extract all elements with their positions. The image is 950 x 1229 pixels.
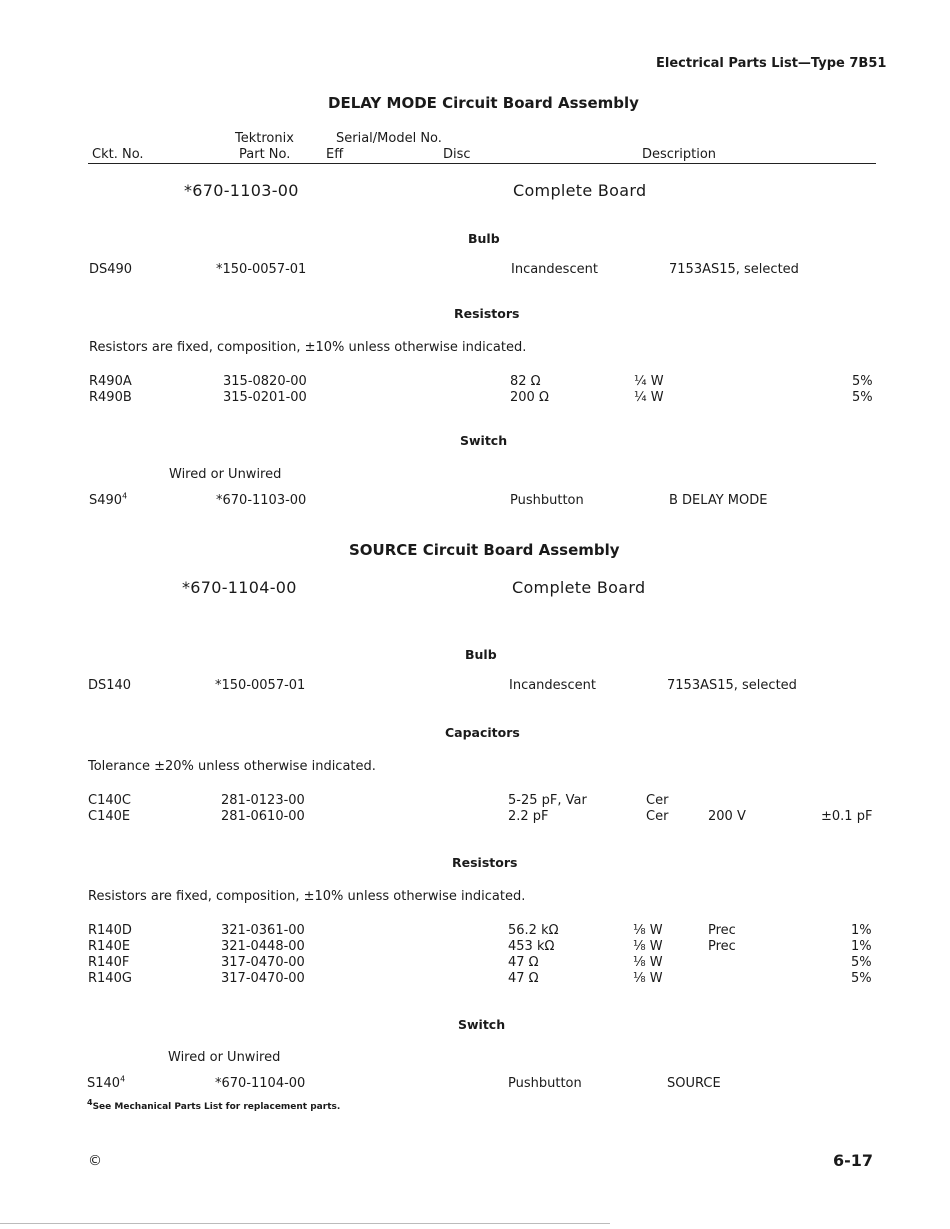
part-no: *670-1104-00 [215, 1076, 306, 1091]
header-tektronix: Tektronix [235, 131, 294, 146]
subheading-capacitors: Capacitors [445, 725, 520, 740]
footnote-text: See Mechanical Parts List for replacement parts. [92, 1102, 341, 1112]
value: 5-25 pF, Var [508, 793, 587, 808]
spec: 7153AS15, selected [667, 678, 797, 693]
ckt-no: R140D [88, 923, 132, 938]
part-no: *150-0057-01 [216, 262, 307, 277]
subheading-bulb: Bulb [468, 231, 500, 246]
value: 82 Ω [510, 374, 541, 389]
subheading-resistors: Resistors [452, 855, 518, 870]
part-no: 315-0820-00 [223, 374, 307, 389]
ckt-no: R140F [88, 955, 130, 970]
section-title-delay-mode: DELAY MODE Circuit Board Assembly [328, 94, 639, 112]
part-no: 281-0123-00 [221, 793, 305, 808]
part-no: 321-0448-00 [221, 939, 305, 954]
footnote [87, 1098, 341, 1112]
ckt-no: R140E [88, 939, 131, 954]
footnote-ref: 4 [122, 491, 128, 501]
wattage: ⅛ W [633, 955, 663, 970]
copyright-symbol: © [88, 1153, 102, 1169]
scan-edge-line [0, 1223, 610, 1224]
board-part-number: *670-1103-00 [184, 181, 299, 200]
wired-or-unwired-label: Wired or Unwired [169, 467, 282, 482]
resistor-type: Prec [708, 939, 736, 954]
header-serial-model: Serial/Model No. [336, 131, 442, 146]
ckt-no-text: S490 [89, 493, 123, 508]
ckt-no-text: S140 [87, 1076, 121, 1091]
spec: SOURCE [667, 1076, 721, 1091]
resistors-note: Resistors are fixed, composition, ±10% unless otherwise indicated. [88, 889, 526, 904]
wattage: ¼ W [634, 374, 664, 389]
header-part-no: Part No. [239, 147, 291, 162]
wattage: ¼ W [634, 390, 664, 405]
value: 56.2 kΩ [508, 923, 559, 938]
tolerance: 5% [852, 390, 873, 405]
resistor-type: Prec [708, 923, 736, 938]
dielectric: Cer [646, 809, 669, 824]
resistors-note: Resistors are fixed, composition, ±10% unless otherwise indicated. [89, 340, 527, 355]
dielectric: Cer [646, 793, 669, 808]
subheading-resistors: Resistors [454, 306, 520, 321]
tolerance: ±0.1 pF [821, 809, 873, 824]
header-ckt-no: Ckt. No. [92, 147, 144, 162]
spec: B DELAY MODE [669, 493, 768, 508]
board-part-number: *670-1104-00 [182, 578, 297, 597]
part-no: 317-0470-00 [221, 955, 305, 970]
part-no: 317-0470-00 [221, 971, 305, 986]
description: Pushbutton [508, 1076, 582, 1091]
tolerance: 1% [851, 923, 872, 938]
value: 47 Ω [508, 971, 539, 986]
subheading-switch: Switch [460, 433, 508, 448]
ckt-no [87, 1076, 125, 1091]
description: Incandescent [509, 678, 596, 693]
page-number: 6-17 [833, 1151, 874, 1170]
description: Pushbutton [510, 493, 584, 508]
board-description: Complete Board [512, 578, 646, 597]
tolerance: 5% [851, 955, 872, 970]
part-no: 281-0610-00 [221, 809, 305, 824]
subheading-bulb: Bulb [465, 647, 497, 662]
running-header: Electrical Parts List—Type 7B51 [656, 56, 887, 71]
ckt-no: C140C [88, 793, 131, 808]
description: Incandescent [511, 262, 598, 277]
part-no: 315-0201-00 [223, 390, 307, 405]
footnote-marker: 4 [87, 1098, 93, 1107]
ckt-no: DS490 [89, 262, 133, 277]
ckt-no: R490B [89, 390, 132, 405]
tolerance: 1% [851, 939, 872, 954]
ckt-no: R140G [88, 971, 132, 986]
wattage: ⅛ W [633, 923, 663, 938]
part-no: *150-0057-01 [215, 678, 306, 693]
value: 453 kΩ [508, 939, 555, 954]
header-rule [88, 163, 876, 164]
value: 47 Ω [508, 955, 539, 970]
header-eff: Eff [326, 147, 344, 162]
value: 2.2 pF [508, 809, 549, 824]
spec: 7153AS15, selected [669, 262, 799, 277]
part-no: *670-1103-00 [216, 493, 307, 508]
ckt-no: R490A [89, 374, 132, 389]
section-title-source: SOURCE Circuit Board Assembly [349, 541, 620, 559]
header-description: Description [642, 147, 717, 162]
part-no: 321-0361-00 [221, 923, 305, 938]
wired-or-unwired-label: Wired or Unwired [168, 1050, 281, 1065]
ckt-no: DS140 [88, 678, 132, 693]
subheading-switch: Switch [458, 1017, 506, 1032]
wattage: ⅛ W [633, 939, 663, 954]
tolerance: 5% [852, 374, 873, 389]
footnote-ref: 4 [120, 1074, 126, 1084]
voltage: 200 V [708, 809, 746, 824]
wattage: ⅛ W [633, 971, 663, 986]
capacitors-note: Tolerance ±20% unless otherwise indicated. [88, 759, 376, 774]
tolerance: 5% [851, 971, 872, 986]
value: 200 Ω [510, 390, 549, 405]
ckt-no [89, 493, 127, 508]
header-disc: Disc [443, 147, 471, 162]
ckt-no: C140E [88, 809, 131, 824]
board-description: Complete Board [513, 181, 647, 200]
